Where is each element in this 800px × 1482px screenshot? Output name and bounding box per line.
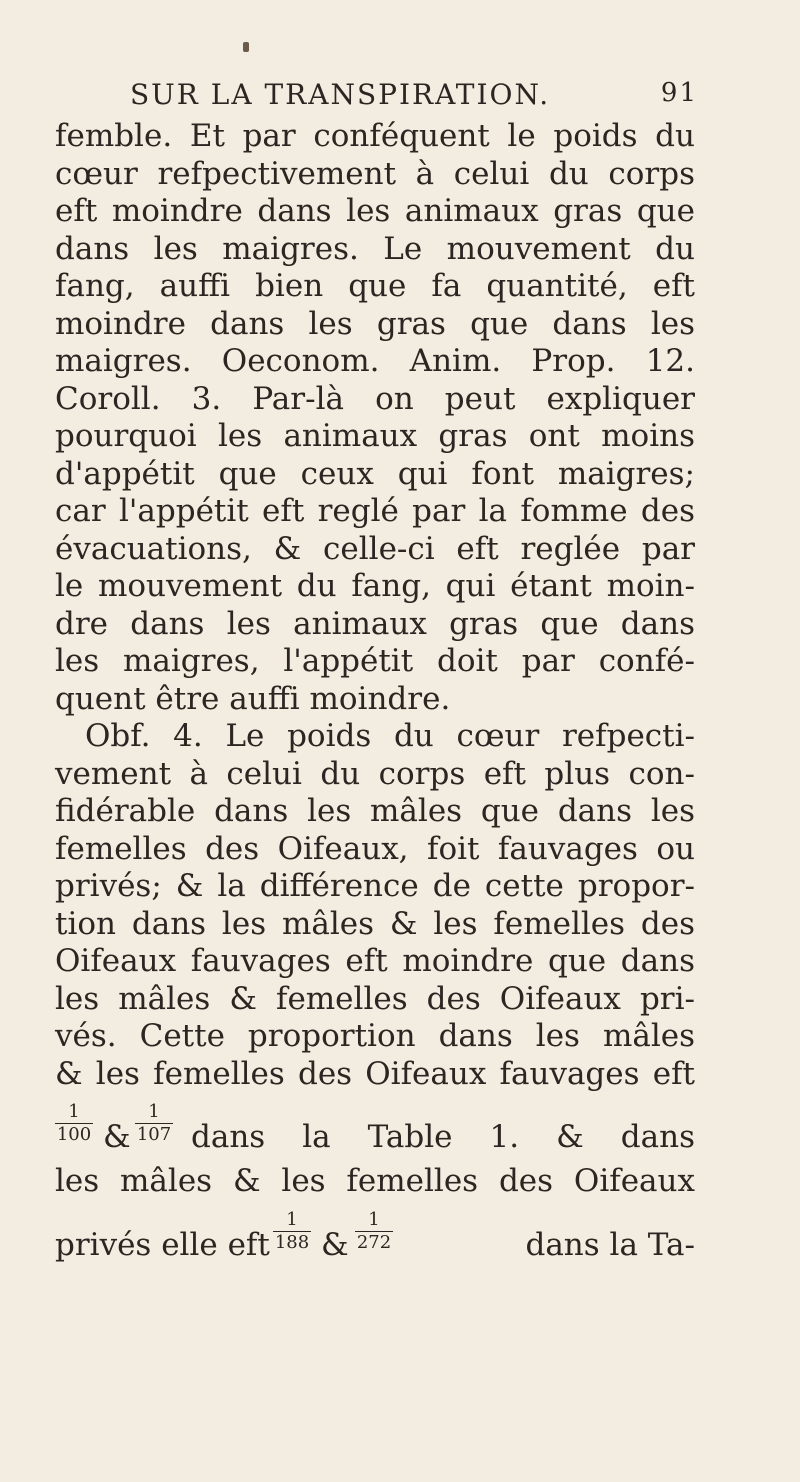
text-line: privés; & la différence de cette propor- bbox=[55, 868, 695, 904]
fraction-numerator: 1 bbox=[286, 1208, 298, 1230]
text-line: fidérable dans les mâles que dans les bbox=[55, 793, 695, 829]
text-line: fang, auffi bien que fa quantité, eft bbox=[55, 268, 695, 304]
text-line: & les femelles des Oifeaux fauvages eft bbox=[55, 1055, 695, 1092]
page-number: 91 bbox=[660, 78, 698, 108]
page-header bbox=[130, 78, 698, 114]
ampersand: & bbox=[103, 1119, 131, 1155]
text-line: dans les maigres. Le mouvement du bbox=[55, 230, 695, 267]
ampersand: & bbox=[321, 1226, 349, 1263]
text-line: Oifeaux fauvages eft moindre que dans bbox=[55, 943, 695, 979]
text-line: vés. Cette proportion dans les mâles bbox=[55, 1018, 695, 1054]
body-text bbox=[55, 118, 695, 1267]
running-head: SUR LA TRANSPIRATION. bbox=[130, 78, 551, 111]
text-line: pourquoi les animaux gras ont moins bbox=[55, 418, 695, 454]
text-line: femble. Et par conféquent le poids du bbox=[55, 118, 695, 154]
fraction bbox=[55, 1103, 93, 1144]
fraction-line bbox=[55, 1208, 695, 1267]
text-line: maigres. Oeconom. Anim. Prop. 12. bbox=[55, 343, 695, 379]
fraction bbox=[273, 1208, 311, 1253]
text-line: d'appétit que ceux qui font maigres; bbox=[55, 455, 695, 492]
text-line: moindre dans les gras que dans les bbox=[55, 305, 695, 342]
ink-speck bbox=[243, 42, 249, 52]
fraction-numerator: 1 bbox=[368, 1208, 380, 1230]
text-segment: privés elle eft bbox=[55, 1226, 270, 1263]
text-line: les mâles & les femelles des Oifeaux bbox=[55, 1163, 695, 1199]
fraction-denominator: 100 bbox=[56, 1124, 92, 1145]
fraction bbox=[135, 1103, 173, 1144]
fraction-denominator: 272 bbox=[356, 1231, 392, 1253]
text-line: car l'appétit eft reglé par la fomme des bbox=[55, 493, 695, 529]
text-line: Coroll. 3. Par-là on peut expliquer bbox=[55, 380, 695, 417]
text-line: vement à celui du corps eft plus con- bbox=[55, 755, 695, 792]
text-line: dre dans les animaux gras que dans bbox=[55, 605, 695, 642]
text-line: Obf. 4. Le poids du cœur refpecti- bbox=[85, 718, 695, 754]
text-line: eft moindre dans les animaux gras que bbox=[55, 193, 695, 229]
text-line: femelles des Oifeaux, foit fauvages ou bbox=[55, 830, 695, 867]
text-line: les maigres, l'appétit doit par confé- bbox=[55, 643, 695, 679]
text-line: cœur refpectivement à celui du corps bbox=[55, 155, 695, 192]
fraction-denominator: 188 bbox=[274, 1231, 310, 1253]
fraction-line bbox=[55, 1103, 695, 1159]
text-line: quent être auffi moindre. bbox=[55, 680, 451, 717]
fraction-denominator: 107 bbox=[136, 1124, 172, 1145]
text-line: tion dans les mâles & les femelles des bbox=[55, 905, 695, 942]
text-line: les mâles & femelles des Oifeaux pri- bbox=[55, 980, 695, 1017]
fraction bbox=[355, 1208, 393, 1253]
fraction-numerator: 1 bbox=[68, 1101, 80, 1122]
text-segment: dans la Ta- bbox=[525, 1226, 695, 1263]
text-segment: dans la Table 1. & dans bbox=[191, 1119, 695, 1155]
text-line: le mouvement du fang, qui étant moin- bbox=[55, 568, 695, 604]
fraction-numerator: 1 bbox=[148, 1101, 160, 1122]
text-line: évacuations, & celle-ci eft reglée par bbox=[55, 530, 695, 567]
